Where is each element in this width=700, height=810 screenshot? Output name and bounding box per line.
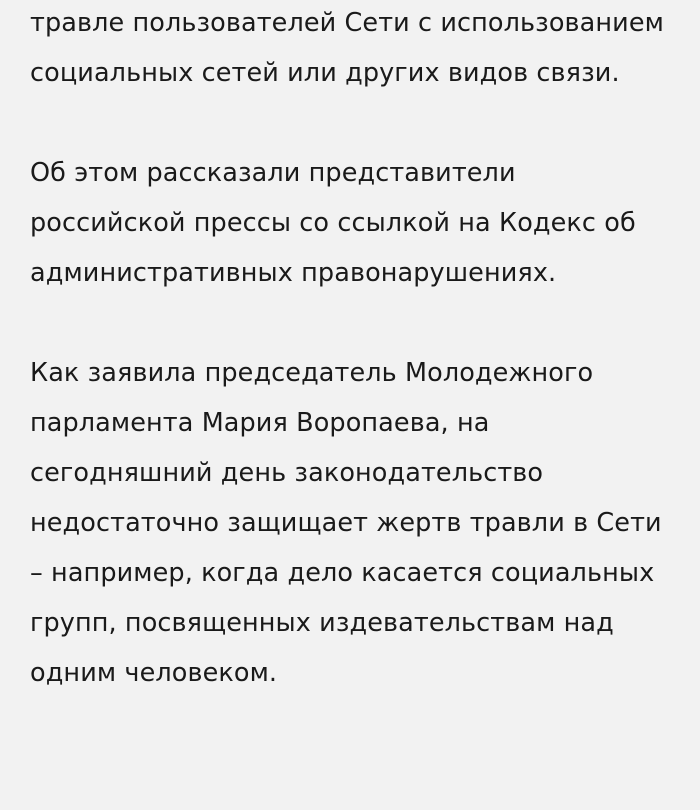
paragraph-spacer	[30, 298, 670, 348]
article-paragraph: Об этом рассказали представители российской прессы со ссылкой на Кодекс об административных правонарушениях.	[30, 158, 644, 288]
article-paragraph: травле пользователей Сети с использованием социальных сетей или других видов связи.	[30, 8, 673, 88]
article-paragraph: Как заявила председатель Молодежного парламента Мария Воропаева, на сегодняшний день законодательство недостаточно защищает жертв травли в Сети – например, когда дело касается социальных групп, посвященных издевательствам над одним человеком.	[30, 358, 670, 688]
paragraph-spacer	[30, 98, 670, 148]
